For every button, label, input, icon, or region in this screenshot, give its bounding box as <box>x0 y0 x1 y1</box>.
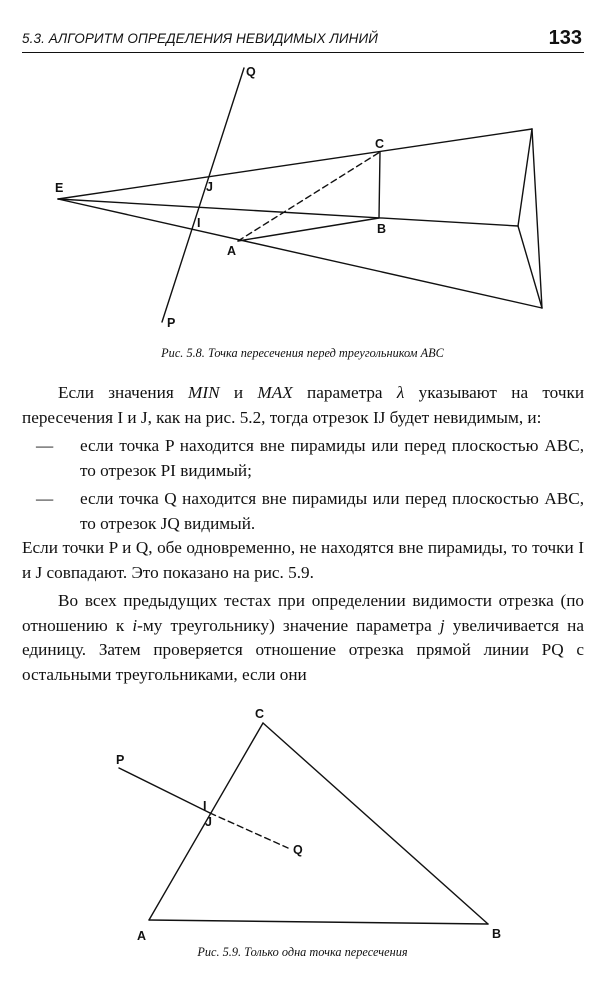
label-i: I <box>203 799 207 813</box>
label-e: E <box>55 181 64 195</box>
segment-jq-hidden <box>210 813 288 848</box>
label-a: A <box>227 244 237 258</box>
triangle-edge-ac-hidden <box>238 152 380 241</box>
label-a: A <box>137 929 147 943</box>
label-i: I <box>197 216 201 230</box>
paragraph-3: Во всех предыдущих тестах при определении видимости отрезка (по отношению к i-му треугольнику) значение параметра j увеличивается на единицу. Затем проверяется отношение отрезка прямой линии PQ с остальными треугольниками, если они <box>22 591 584 684</box>
paragraph-2: Если точки P и Q, обе одновременно, не находятся вне пирамиды, то точки I и J совпадают. Это показано на рис. 5.9. <box>22 538 584 582</box>
paragraph-1: Если значения MIN и MAX параметра λ указывают на точки пересечения I и J, как на рис. 5.2, тогда отрезок IJ будет невидимым, и: <box>22 383 585 427</box>
label-b: B <box>492 927 502 941</box>
triangle-edge-ab <box>149 920 488 924</box>
list-item: — если точка P находится вне пирамиды или перед плоскостью ABC, то отрезок PI видимый; <box>36 436 584 480</box>
segment-pi <box>119 768 210 813</box>
triangle-edge-cb <box>379 152 380 218</box>
label-p: P <box>116 753 125 767</box>
pyramid-edge-e-top <box>58 129 532 199</box>
triangle-edge-cb <box>263 723 488 924</box>
figure-5-9 <box>0 700 605 945</box>
label-j: J <box>206 180 213 194</box>
label-q: Q <box>246 65 256 79</box>
list-item: — если точка Q находится вне пирамиды или перед плоскостью ABC, то отрезок JQ видимый. <box>36 489 584 533</box>
pyramid-edge-e-mid <box>58 199 518 226</box>
line-pq <box>162 68 244 322</box>
label-c: C <box>255 707 265 721</box>
label-b: B <box>377 222 387 236</box>
label-j: J <box>205 815 212 829</box>
figure-5-8 <box>0 0 605 345</box>
pyramid-edge-back-1 <box>518 129 532 226</box>
pyramid-edge-e-bottom <box>58 199 542 308</box>
label-c: C <box>375 137 385 151</box>
label-q: Q <box>293 843 303 857</box>
figure-5-9-caption: Рис. 5.9. Только одна точка пересечения <box>197 945 408 959</box>
triangle-edge-ab <box>238 218 379 241</box>
running-title: 5.3. АЛГОРИТМ ОПРЕДЕЛЕНИЯ НЕВИДИМЫХ ЛИНИЙ <box>22 31 379 46</box>
page-number: 133 <box>548 27 582 49</box>
label-p: P <box>167 316 176 330</box>
figure-5-8-caption: Рис. 5.8. Точка пересечения перед треугольником ABC <box>161 346 444 360</box>
body-text <box>22 381 584 687</box>
